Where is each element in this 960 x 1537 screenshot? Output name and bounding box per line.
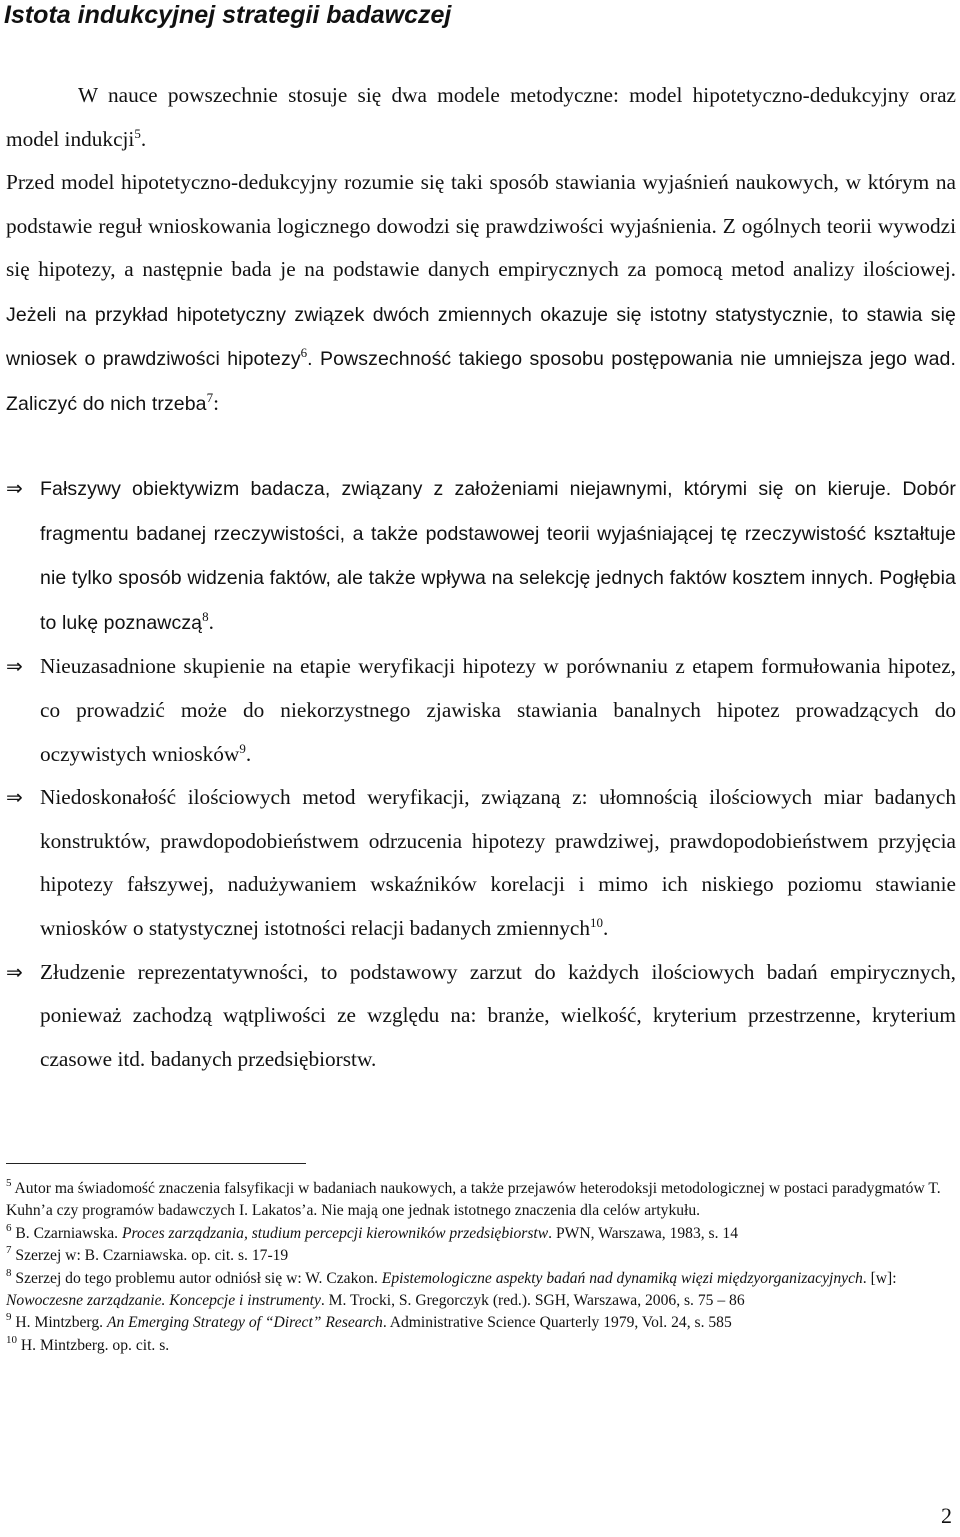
footnote-5 — [6, 1178, 954, 1223]
footnote-text: Szerzej do tego problemu autor odniósł się w: W. Czakon. — [15, 1269, 382, 1287]
implies-arrow-icon: ⇒ — [6, 959, 23, 984]
footnotes — [6, 1178, 954, 1357]
body-text-a: Przed model hipotetyczno-dedukcyjny rozumie się taki sposób stawiania wyjaśnień naukowych, w którym na podstawie reguł wnioskowania logicznego dowodzi się prawdziwości wyjaśnienia. Z ogólnych teorii wywodzi się hipotezy, a następnie bada je na podstawie danych empirycznych za pomocą metod analizy ilościowej. — [6, 170, 956, 282]
body-paragraph — [6, 161, 956, 427]
footnote-text: . PWN, Warszawa, 1983, s. 14 — [548, 1224, 739, 1242]
section-title: Istota indukcyjnej strategii badawczej — [4, 1, 452, 29]
list-item — [6, 467, 956, 645]
footnote-10 — [6, 1335, 954, 1357]
footnote-7 — [6, 1245, 954, 1267]
footnote-title: Proces zarządzania, studium percepcji kierowników przedsiębiorstw — [121, 1224, 549, 1242]
footnote-text: . M. Trocki, S. Gregorczyk (red.). SGH, Warszawa, 2006, s. 75 – 86 — [320, 1292, 745, 1310]
intro-paragraph — [6, 74, 956, 161]
list-item-text: Złudzenie reprezentatywności, to podstawowy zarzut do każdych ilościowych badań empirycznych, ponieważ zachodzą wątpliwości ze względu na: branże, wielkość, kryterium przestrzenne, kryterium czasowe itd. badanych przedsiębiorstw. — [40, 959, 956, 1071]
footnote-text: Szerzej w: B. Czarniawska. op. cit. s. 17-19 — [15, 1247, 289, 1265]
footnote-title: Epistemologiczne aspekty badań nad dynamiką więzi międzyorganizacyjnych — [381, 1269, 863, 1287]
list-item — [6, 776, 956, 950]
list-item-end: . — [208, 609, 214, 634]
implies-arrow-icon: ⇒ — [6, 785, 23, 810]
footnote-ref-7[interactable]: 7 — [206, 389, 214, 405]
footnote-ref-5[interactable]: 5 — [134, 125, 141, 141]
body-text-c: . Powszechność takiego sposobu postępowania nie umniejsza jego wad. Zaliczyć do nich trzeba — [6, 348, 956, 415]
list-item-text: Nieuzasadnione skupienie na etapie weryfikacji hipotezy w porównaniu z etapem formułowania hipotez, co prowadzić może do niekorzystnego zjawiska stawiania banalnych hipotez prowadzących do oczywistych wniosków — [40, 654, 956, 766]
intro-text: W nauce powszechnie stosuje się dwa modele metodyczne: model hipotetyczno-dedukcyjny oraz model indukcji — [6, 83, 956, 151]
footnote-text: H. Mintzberg. — [15, 1314, 107, 1332]
footnote-text: . [w]: — [862, 1269, 897, 1287]
list-item — [6, 951, 956, 1082]
page-number: 2 — [941, 1503, 952, 1528]
list-item-text: Niedoskonałość ilościowych metod weryfikacji, związaną z: ułomnością ilościowych miar badanych konstruktów, prawdopodobieństwem odrzucenia hipotezy prawdziwej, prawdopodobieństwem przyjęcia hipotezy fałszywej, nadużywaniem wskaźników korelacji i mimo ich niskiego poziomu stawianie wniosków o statystycznej istotności relacji badanych zmiennych — [40, 785, 956, 940]
footnote-text: . Administrative Science Quarterly 1979, Vol. 24, s. 585 — [382, 1314, 732, 1332]
implies-arrow-icon: ⇒ — [6, 654, 23, 679]
footnote-ref-10[interactable]: 10 — [590, 914, 604, 930]
footnote-number: 6 — [6, 1221, 12, 1234]
footnote-ref-9[interactable]: 9 — [239, 740, 246, 756]
footnote-title: An Emerging Strategy of “Direct” Research — [106, 1314, 383, 1332]
footnote-ref-8[interactable]: 8 — [202, 608, 209, 624]
footnote-8 — [6, 1268, 954, 1313]
footnote-ref-6[interactable]: 6 — [300, 345, 308, 361]
list-item-text: Fałszywy obiektywizm badacza, związany z założeniami niejawnymi, którymi się on kieruje. Dobór fragmentu badanej rzeczywistości, a także podstawowej teorii wyjaśniającej tę rzeczywistość kształtuje nie tylko sposób widzenia faktów, ale także wpływa na selekcję jednych faktów kosztem innych. Pogłębia to lukę poznawczą — [40, 478, 956, 634]
body-text-b: Jeżeli na przykład hipotetyczny związek dwóch zmiennych okazuje się istotny statystycznie, to stawia się wniosek o prawdziwości hipotezy — [6, 303, 956, 371]
intro-end: . — [140, 126, 147, 151]
footnote-text: B. Czarniawska. — [15, 1224, 122, 1242]
footnote-number: 7 — [6, 1244, 12, 1257]
footnote-text: H. Mintzberg. op. cit. s. — [20, 1336, 170, 1354]
footnote-number: 10 — [6, 1333, 17, 1346]
footnote-number: 8 — [6, 1266, 12, 1279]
footnote-text: Autor ma świadomość znaczenia falsyfikacji w badaniach naukowych, a także przejawów heterodoksji metodologicznej w postaci paradygmatów T. Kuhn’a czy programów badawczych I. Lakatos’a. Nie mają one jednak istotnego znaczenia dla celów artykułu. — [6, 1180, 941, 1220]
footnote-6 — [6, 1223, 954, 1245]
implies-arrow-icon: ⇒ — [6, 476, 23, 500]
footnote-title: Nowoczesne zarządzanie. Koncepcje i instrumenty — [6, 1292, 321, 1310]
footnote-separator — [6, 1163, 306, 1164]
list-item — [6, 645, 956, 776]
footnote-number: 9 — [6, 1311, 12, 1324]
bullet-list — [6, 467, 956, 1081]
footnote-number: 5 — [6, 1177, 12, 1189]
body-text-d: : — [213, 390, 220, 415]
footnote-9 — [6, 1312, 954, 1334]
list-item-end: . — [245, 741, 252, 766]
list-item-end: . — [603, 915, 609, 940]
